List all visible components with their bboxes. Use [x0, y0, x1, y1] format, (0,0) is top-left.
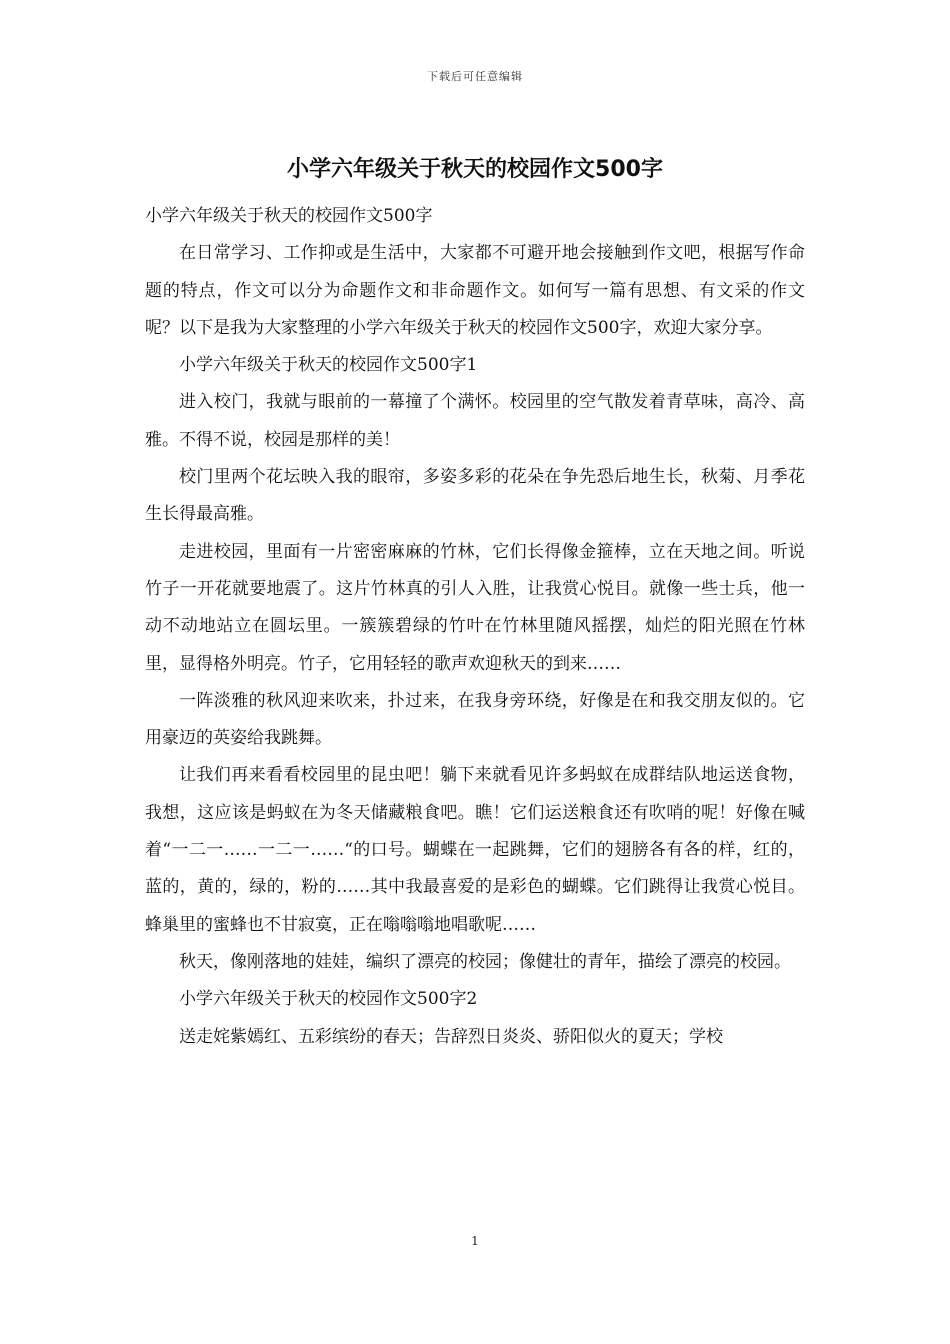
paragraph: 校门里两个花坛映入我的眼帘，多姿多彩的花朵在争先恐后地生长，秋菊、月季花生长得最高雅。: [145, 467, 805, 525]
paragraph-intro: 在日常学习、工作抑或是生活中，大家都不可避开地会接触到作文吧，根据写作命题的特点，作文可以分为命题作文和非命题作文。如何写一篇有思想、有文采的作文呢？以下是我为大家整理的小学六年级关于秋天的校园作文500字，欢迎大家分享。: [145, 243, 805, 338]
paragraph: 进入校门，我就与眼前的一幕撞了个满怀。校园里的空气散发着青草味，高冷、高雅。不得不说，校园是那样的美！: [145, 392, 805, 450]
page-header-note: 下载后可任意编辑: [427, 70, 523, 83]
paragraph: 让我们再来看看校园里的昆虫吧！躺下来就看见许多蚂蚁在成群结队地运送食物，我想，这应该是蚂蚁在为冬天储藏粮食吧。瞧！它们运送粮食还有吹哨的呢！好像在喊着“一二一……一二一……“的口号。蝴蝶在一起跳舞，它们的翅膀各有各的样，红的，蓝的，黄的，绿的，粉的……其中我最喜爱的是彩色的蝴蝶。它们跳得让我赏心悦目。蜂巢里的蜜蜂也不甘寂寞，正在嗡嗡嗡地唱歌呢……: [145, 765, 805, 935]
document-title: 小学六年级关于秋天的校园作文500字: [287, 157, 663, 182]
section-heading-1: 小学六年级关于秋天的校园作文500字1: [179, 355, 478, 376]
paragraph: 送走姹紫嫣红、五彩缤纷的春天；告辞烈日炎炎、骄阳似火的夏天；学校: [179, 1026, 723, 1047]
document-body: [145, 150, 805, 1056]
paragraph-subtitle: 小学六年级关于秋天的校园作文500字: [145, 206, 433, 226]
page-number: 1: [471, 1234, 479, 1248]
section-heading-2: 小学六年级关于秋天的校园作文500字2: [179, 989, 478, 1010]
paragraph: 秋天，像刚落地的娃娃，编织了漂亮的校园；像健壮的青年，描绘了漂亮的校园。: [179, 951, 791, 972]
paragraph: 走进校园，里面有一片密密麻麻的竹林，它们长得像金箍棒，立在天地之间。听说竹子一开花就要地震了。这片竹林真的引人入胜，让我赏心悦目。就像一些士兵，他一动不动地站立在圆坛里。一簇簇碧绿的竹叶在竹林里随风摇摆，灿烂的阳光照在竹林里，显得格外明亮。竹子，它用轻轻的歌声欢迎秋天的到来……: [145, 541, 805, 674]
paragraph: 一阵淡雅的秋风迎来吹来，扑过来，在我身旁环绕，好像是在和我交朋友似的。它用豪迈的英姿给我跳舞。: [145, 690, 805, 749]
